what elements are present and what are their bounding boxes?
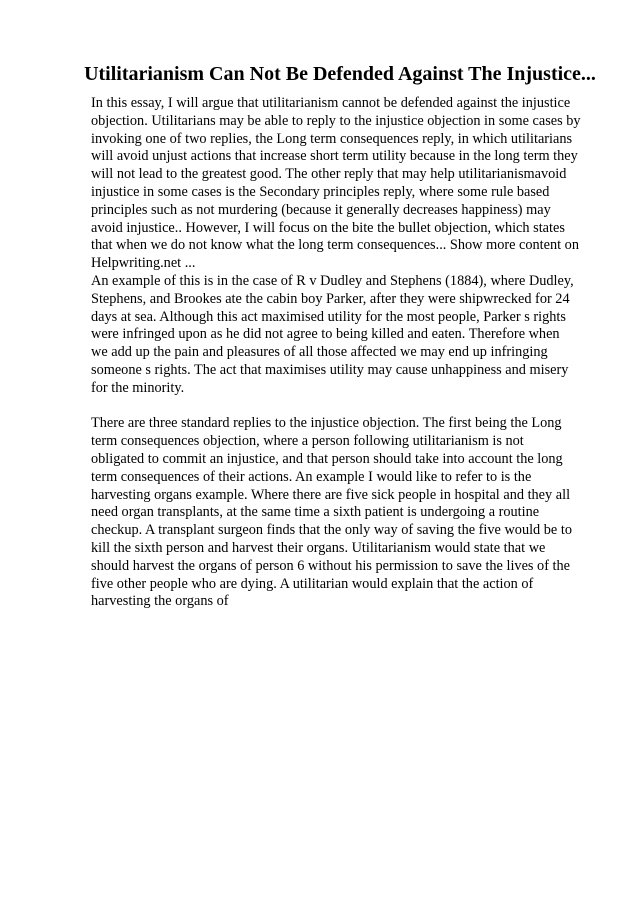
paragraph-example: An example of this is in the case of R v Dudley and Stephens (1884), where Dudley, Stephens, and Brookes ate the cabin boy Parker, after they were shipwrecked for 24 days at sea. Although this act maximised utility for the most people, Parker s rights were infringed upon as he did not agree to being killed and eaten. Therefore when we add up the pain and pleasures of all those affected we may end up infringing someone s rights. The act that maximises utility may cause unhappiness and misery for the minority. (91, 272, 574, 396)
paragraph-intro: In this essay, I will argue that utilitarianism cannot be defended against the injustice objection. Utilitarians may be able to reply to the injustice objection in some cases by invoking one of two replies, the Long term consequences reply, in which utilitarians will avoid unjust actions that increase short term utility because in the long term they will not lead to the greatest good. The other reply that may help utilitarianismavoid injustice in some cases is the Secondary principles reply, where some rule based principles such as not murdering (because it generally decreases happiness) may avoid injustice.. However, I will focus on the bite the bullet objection, which states that when we do not know what the long term consequences... Show more content on Helpwriting.net ... (91, 95, 581, 272)
document-title: Utilitarianism Can Not Be Defended Against The Injustice... (84, 63, 596, 85)
document-body (91, 95, 611, 611)
paragraph-replies: There are three standard replies to the injustice objection. The first being the Long term consequences objection, where a person following utilitarianism is not obligated to commit an injustice, and that person should take into account the long term consequences of their actions. An example I would like to refer to is the harvesting organs example. Where there are five sick people in hospital and they all need organ transplants, at the same time a sixth patient is undergoing a routine checkup. A transplant surgeon finds that the only way of saving the five would be to kill the sixth person and harvest their organs. Utilitarianism would state that we should harvest the organs of person 6 without his permission to save the lives of the five other people who are dying. A utilitarian would explain that the action of harvesting the organs of (91, 415, 572, 610)
